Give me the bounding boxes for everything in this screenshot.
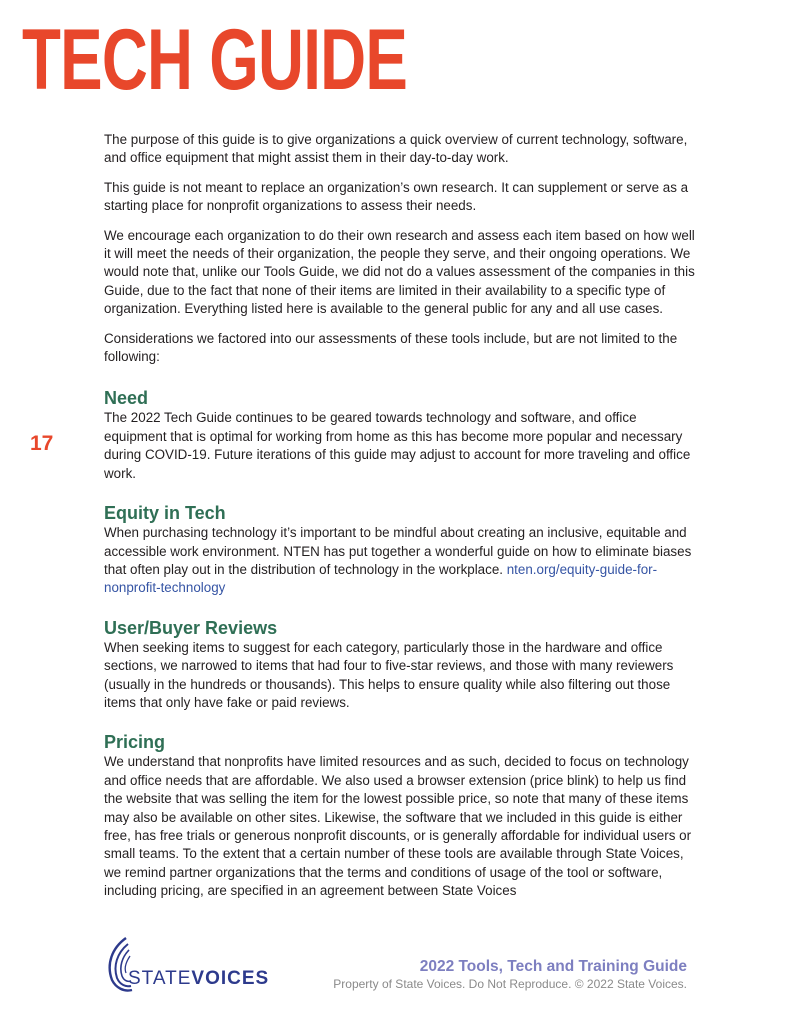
section-body-reviews: When seeking items to suggest for each category, particularly those in the hardware and office sections, we narrowed to items that had four to five-star reviews, and those with many reviewers (usually in the hundreds or thousands). This helps to ensure quality while also filtering out those items that only have fake or paid reviews. (104, 639, 674, 710)
intro-paragraph: We encourage each organization to do their own research and assess each item based on how well it will meet the needs of their organization, the people they serve, and their ongoing operations. We would note that, unlike our Tools Guide, we did not do a values assessment of the companies in this Guide, due to the fact that none of their items are limited in their availability to a specific type of organization. Everything listed here is available to the general public for any and all use cases. (104, 227, 695, 317)
logo-state-text: STATE (128, 968, 192, 989)
logo-wordmark (128, 968, 269, 990)
intro-paragraph: The purpose of this guide is to give organizations a quick overview of current technology, software, and office equipment that might assist them in their day-to-day work. (104, 132, 688, 166)
page-title: TECH GUIDE (22, 12, 408, 108)
main-content (104, 131, 696, 912)
equity-guide-link[interactable]: nten.org/equity-guide-for-nonprofit-technology (104, 561, 658, 596)
equity-text: When purchasing technology it’s important to be mindful about creating an inclusive, equitable and accessible work environment. NTEN has put together a wonderful guide on how to eliminate biases that often play out in the distribution of technology in the workplace. (104, 525, 692, 577)
section-heading-need: Need (104, 388, 149, 409)
intro-paragraph: Considerations we factored into our assessments of these tools include, but are not limited to the following: (104, 330, 678, 365)
logo-voices-text: VOICES (191, 968, 270, 989)
state-voices-logo (104, 934, 274, 994)
page-number: 17 (30, 432, 54, 455)
intro-paragraph: This guide is not meant to replace an organization’s own research. It can supplement or serve as a starting place for nonprofit organizations to assess their needs. (104, 179, 689, 214)
footer-guide-title: 2022 Tools, Tech and Training Guide (419, 958, 687, 975)
section-body-equity (104, 524, 696, 598)
section-heading-pricing: Pricing (104, 732, 166, 753)
section-body-need: The 2022 Tech Guide continues to be geared towards technology and software, and office equipment that is optimal for working from home as this has become more popular and necessary during COVID-19. Future iterations of this guide may adjust to account for more traveling and office work. (104, 410, 691, 481)
section-heading-reviews: User/Buyer Reviews (104, 617, 278, 638)
section-body-pricing: We understand that nonprofits have limited resources and as such, decided to focus on technology and office needs that are affordable. We also used a browser extension (price blink) to help us find the website that was selling the item for the lowest possible price, so note that many of these items may also be available on other sites. Likewise, the software that we included in this guide is either free, has free trials or generous nonprofit discounts, or is generally affordable for individual users or small teams. To the extent that a certain number of these tools are available through State Voices, we remind partner organizations that the terms and conditions of usage of the tool or software, including pricing, are specified in an agreement between State Voices (104, 754, 692, 899)
footer-copyright: Property of State Voices. Do Not Reproduce. © 2022 State Voices. (333, 977, 687, 991)
section-heading-equity: Equity in Tech (104, 503, 226, 524)
